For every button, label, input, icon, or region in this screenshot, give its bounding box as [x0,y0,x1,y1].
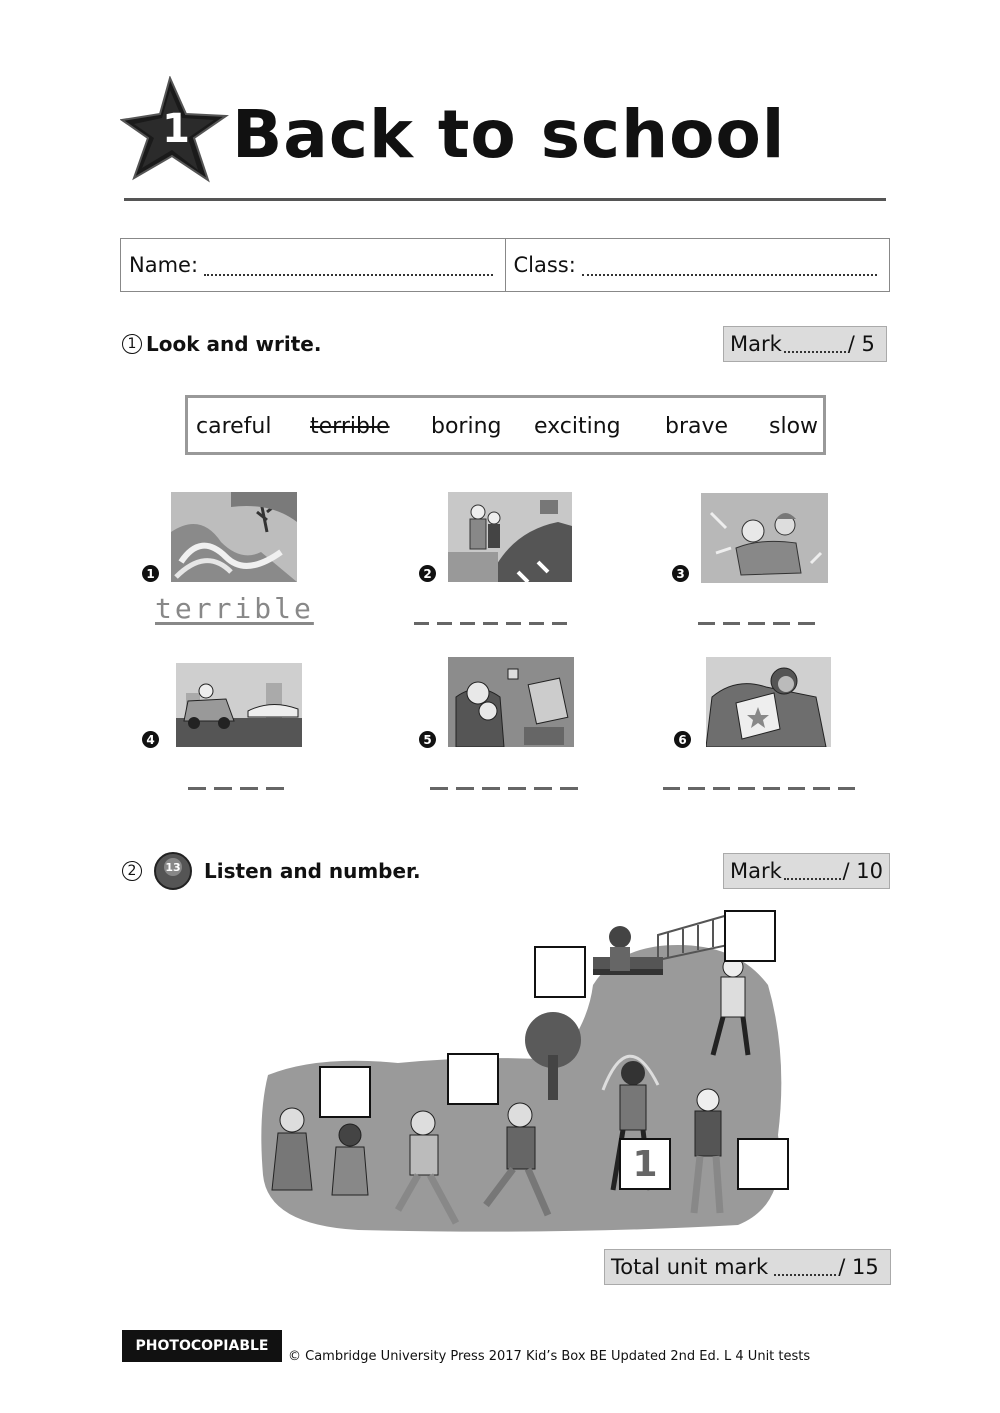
item-1-number: 1 [142,565,159,582]
word-brave: brave [665,414,729,439]
number-box-c[interactable] [319,1066,371,1118]
item-1-picture-storm [171,492,297,582]
item-3-number: 3 [672,565,689,582]
total-mark-label: Total unit mark [611,1255,769,1279]
item-4-answer-blanks[interactable] [188,787,284,790]
exercise1-mark-label: Mark [730,332,782,356]
class-cell [505,239,890,291]
number-box-e[interactable] [737,1138,789,1190]
item-5-number: 5 [419,731,436,748]
item-2-number: 2 [419,565,436,582]
copyright-text: © Cambridge University Press 2017 Kid’s Box BE Updated 2nd Ed. L 4 Unit tests [288,1349,811,1364]
exercise2-number: 2 [122,861,142,881]
number-box-d[interactable] [447,1053,499,1105]
exercise1-mark-field[interactable] [784,335,846,353]
item-6-answer-blanks[interactable] [663,787,855,790]
exercise2-mark-field[interactable] [784,862,841,880]
exercise2-mark-box [723,853,890,889]
item-5-picture-tv [448,657,574,747]
word-terrible-struck: terrible [310,414,390,439]
unit-number: 1 [162,106,190,152]
name-field[interactable] [204,260,492,276]
total-mark-box [604,1249,891,1285]
exercise1-number: 1 [122,334,142,354]
exercise1-heading [122,332,321,356]
page-title: Back to school [232,96,786,173]
item-1-answer: terrible [155,592,314,625]
item-5-answer-blanks[interactable] [430,787,578,790]
exercise2-instruction: Listen and number. [204,859,421,883]
class-label: Class: [513,253,576,277]
exercise1-mark-total: / 5 [847,332,875,356]
item-3-picture-rescue [701,493,828,583]
exercise2-heading [122,852,421,890]
exercise2-mark-total: / 10 [842,859,883,883]
number-box-example: 1 [619,1138,671,1190]
item-2-answer-blanks[interactable] [414,622,567,625]
item-6-picture-book [706,657,831,747]
title-divider [124,198,886,201]
item-4-picture-car [176,663,302,747]
exercise1-instruction: Look and write. [146,332,322,356]
exercise1-mark-box [723,326,887,362]
audio-track-number: 13 [164,858,182,876]
word-exciting: exciting [534,414,621,439]
item-3-answer-blanks[interactable] [698,622,815,625]
word-bank [185,395,826,455]
student-info-box [120,238,890,292]
word-careful: careful [196,414,272,439]
exercise2-mark-label: Mark [730,859,782,883]
audio-track-icon [154,852,192,890]
total-mark-field[interactable] [774,1258,836,1276]
item-6-number: 6 [674,731,691,748]
number-box-a[interactable] [724,910,776,962]
item-4-number: 4 [142,731,159,748]
name-cell [121,239,505,291]
number-box-b[interactable] [534,946,586,998]
class-field[interactable] [582,260,877,276]
word-slow: slow [769,414,819,439]
total-mark-total: / 15 [838,1255,879,1279]
photocopiable-badge: PHOTOCOPIABLE [122,1330,282,1362]
item-2-picture-road [448,492,572,582]
name-label: Name: [129,253,199,277]
unit-star-badge [120,76,230,184]
word-boring: boring [431,414,502,439]
